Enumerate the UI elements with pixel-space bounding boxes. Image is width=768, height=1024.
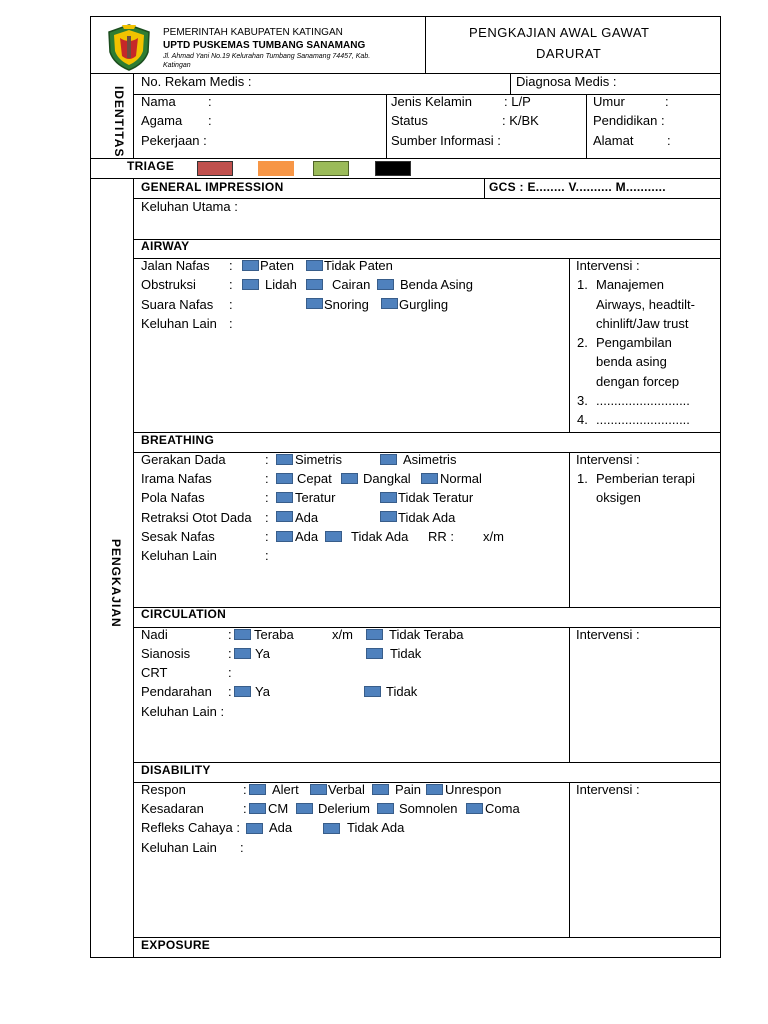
addr-label: Alamat: [593, 133, 634, 148]
job-label: Pekerjaan :: [141, 133, 207, 148]
rr-label: RR :: [428, 529, 454, 544]
breathing-sesak-label: Sesak Nafas: [141, 529, 215, 544]
checkbox-unrespon[interactable]: [426, 784, 443, 795]
checkbox-lidah[interactable]: [242, 279, 259, 290]
age-colon: :: [665, 94, 669, 109]
triage-green-box[interactable]: [313, 161, 349, 176]
breathing-gerakan-label: Gerakan Dada: [141, 452, 226, 467]
checkbox-gurgling[interactable]: [381, 298, 398, 309]
checkbox-delerium[interactable]: [296, 803, 313, 814]
opt-gurgling: Gurgling: [399, 297, 449, 312]
checkbox-coma[interactable]: [466, 803, 483, 814]
disability-refleks-label: Refleks Cahaya :: [141, 820, 240, 835]
checkbox-sesak-tidak-ada[interactable]: [325, 531, 342, 542]
breathing-keluhan-label: Keluhan Lain: [141, 548, 217, 563]
gender-label: Jenis Kelamin: [391, 94, 472, 109]
opt-cepat: Cepat: [297, 471, 332, 486]
religion-colon: :: [208, 113, 212, 128]
rr-unit: x/m: [483, 529, 504, 544]
exposure-heading: EXPOSURE: [141, 938, 211, 952]
circulation-nadi-label: Nadi: [141, 627, 168, 642]
checkbox-dangkal[interactable]: [341, 473, 358, 484]
triage-red-box[interactable]: [197, 161, 233, 176]
opt-sianosis-ya: Ya: [255, 646, 270, 661]
opt-retraksi-tidak-ada: Tidak Ada: [398, 510, 456, 525]
checkbox-paten[interactable]: [242, 260, 259, 271]
page-title-line-1: PENGKAJIAN AWAL GAWAT: [469, 25, 650, 40]
triage-orange-box[interactable]: [258, 161, 294, 176]
opt-pendarahan-tidak: Tidak: [386, 684, 418, 699]
disability-intervensi: Intervensi :: [576, 782, 640, 797]
frame-bottom: [90, 957, 721, 958]
circulation-crt-label: CRT: [141, 665, 168, 680]
checkbox-retraksi-ada[interactable]: [276, 511, 293, 522]
disability-kesadaran-label: Kesadaran: [141, 801, 204, 816]
opt-lidah: Lidah: [265, 277, 297, 292]
opt-cairan: Cairan: [332, 277, 371, 292]
checkbox-snoring[interactable]: [306, 298, 323, 309]
breathing-irama-label: Irama Nafas: [141, 471, 212, 486]
katingan-logo-icon: [104, 22, 154, 72]
opt-tidak-teratur: Tidak Teratur: [398, 490, 474, 505]
breathing-heading: BREATHING: [141, 433, 215, 447]
addr-colon: :: [667, 133, 671, 148]
disability-keluhan-label: Keluhan Lain: [141, 840, 217, 855]
opt-simetris: Simetris: [295, 452, 342, 467]
gender-value: : L/P: [504, 94, 531, 109]
opt-retraksi-ada: Ada: [295, 510, 319, 525]
status-value: : K/BK: [502, 113, 539, 128]
airway-jalan-label: Jalan Nafas: [141, 258, 210, 273]
opt-refleks-tidak-ada: Tidak Ada: [347, 820, 405, 835]
breathing-pola-label: Pola Nafas: [141, 490, 205, 505]
opt-teratur: Teratur: [295, 490, 336, 505]
general-heading: GENERAL IMPRESSION: [141, 180, 284, 194]
religion-label: Agama: [141, 113, 183, 128]
circulation-intervensi: Intervensi :: [576, 627, 640, 642]
gcs-label: GCS : E........ V.......... M...........: [489, 180, 666, 194]
triage-black-box[interactable]: [375, 161, 411, 176]
opt-dangkal: Dangkal: [363, 471, 411, 486]
nadi-unit: x/m: [332, 627, 353, 642]
opt-normal: Normal: [440, 471, 482, 486]
opt-sianosis-tidak: Tidak: [390, 646, 422, 661]
checkbox-tidak-paten[interactable]: [306, 260, 323, 271]
checkbox-alert[interactable]: [249, 784, 266, 795]
opt-tidak-paten: Tidak Paten: [324, 258, 393, 273]
airway-heading: AIRWAY: [141, 239, 190, 253]
rm-label: No. Rekam Medis :: [141, 74, 252, 89]
checkbox-teratur[interactable]: [276, 492, 293, 503]
checkbox-refleks-tidak-ada[interactable]: [323, 823, 340, 834]
checkbox-cairan[interactable]: [306, 279, 323, 290]
opt-snoring: Snoring: [324, 297, 369, 312]
page-title-line-2: DARURAT: [536, 46, 602, 61]
breathing-retraksi-label: Retraksi Otot Dada: [141, 510, 252, 525]
checkbox-sianosis-tidak[interactable]: [366, 648, 383, 659]
checkbox-retraksi-tidak-ada[interactable]: [380, 511, 397, 522]
opt-pendarahan-ya: Ya: [255, 684, 270, 699]
checkbox-benda-asing[interactable]: [377, 279, 394, 290]
checkbox-sesak-ada[interactable]: [276, 531, 293, 542]
header-address-1: Jl. Ahmad Yani No.19 Kelurahan Tumbang Sanamang 74457, Kab.: [163, 53, 371, 60]
checkbox-simetris[interactable]: [276, 454, 293, 465]
source-label: Sumber Informasi :: [391, 133, 501, 148]
checkbox-sianosis-ya[interactable]: [234, 648, 251, 659]
airway-obstruksi-label: Obstruksi: [141, 277, 196, 292]
circulation-heading: CIRCULATION: [141, 607, 227, 621]
airway-keluhan-label: Keluhan Lain: [141, 316, 217, 331]
age-label: Umur: [593, 94, 625, 109]
opt-somnolen: Somnolen: [399, 801, 458, 816]
disability-heading: DISABILITY: [141, 763, 211, 777]
opt-delerium: Delerium: [318, 801, 371, 816]
disability-respon-label: Respon: [141, 782, 186, 797]
checkbox-pain[interactable]: [372, 784, 389, 795]
opt-paten: Paten: [260, 258, 294, 273]
header-address-2: Katingan: [163, 62, 191, 69]
circulation-keluhan-label: Keluhan Lain :: [141, 704, 225, 719]
opt-refleks-ada: Ada: [269, 820, 293, 835]
status-label: Status: [391, 113, 428, 128]
header-org: UPTD PUSKEMAS TUMBANG SANAMANG: [163, 40, 366, 51]
airway-suara-label: Suara Nafas: [141, 297, 214, 312]
circulation-sianosis-label: Sianosis: [141, 646, 191, 661]
side-label-assessment: PENGKAJIAN: [109, 539, 123, 628]
checkbox-tidak-teraba[interactable]: [366, 629, 383, 640]
opt-unrespon: Unrespon: [445, 782, 502, 797]
checkbox-pendarahan-tidak[interactable]: [364, 686, 381, 697]
opt-tidak-teraba: Tidak Teraba: [389, 627, 464, 642]
checkbox-cm[interactable]: [249, 803, 266, 814]
checkbox-tidak-teratur[interactable]: [380, 492, 397, 503]
edu-label: Pendidikan :: [593, 113, 665, 128]
opt-sesak-tidak-ada: Tidak Ada: [351, 529, 409, 544]
opt-pain: Pain: [395, 782, 422, 797]
opt-cm: CM: [268, 801, 289, 816]
chief-complaint-label: Keluhan Utama :: [141, 199, 238, 214]
name-colon: :: [208, 94, 212, 109]
header-gov: PEMERINTAH KABUPATEN KATINGAN: [163, 27, 343, 38]
checkbox-cepat[interactable]: [276, 473, 293, 484]
checkbox-asimetris[interactable]: [380, 454, 397, 465]
opt-benda-asing: Benda Asing: [400, 277, 474, 292]
diagnosis-label: Diagnosa Medis :: [516, 74, 617, 89]
side-label-identity: IDENTITAS: [112, 86, 126, 158]
opt-verbal: Verbal: [328, 782, 365, 797]
circulation-pendarahan-label: Pendarahan: [141, 684, 212, 699]
checkbox-verbal[interactable]: [310, 784, 327, 795]
checkbox-teraba[interactable]: [234, 629, 251, 640]
name-label: Nama: [141, 94, 176, 109]
checkbox-somnolen[interactable]: [377, 803, 394, 814]
triage-label: TRIAGE: [127, 159, 175, 173]
checkbox-pendarahan-ya[interactable]: [234, 686, 251, 697]
opt-alert: Alert: [272, 782, 299, 797]
opt-coma: Coma: [485, 801, 520, 816]
opt-asimetris: Asimetris: [403, 452, 457, 467]
opt-sesak-ada: Ada: [295, 529, 319, 544]
airway-intervensi: Intervensi :: [576, 258, 640, 273]
checkbox-normal[interactable]: [421, 473, 438, 484]
breathing-intervensi: Intervensi :: [576, 452, 640, 467]
opt-teraba: Teraba: [254, 627, 294, 642]
checkbox-refleks-ada[interactable]: [246, 823, 263, 834]
frame-top: [90, 16, 721, 17]
